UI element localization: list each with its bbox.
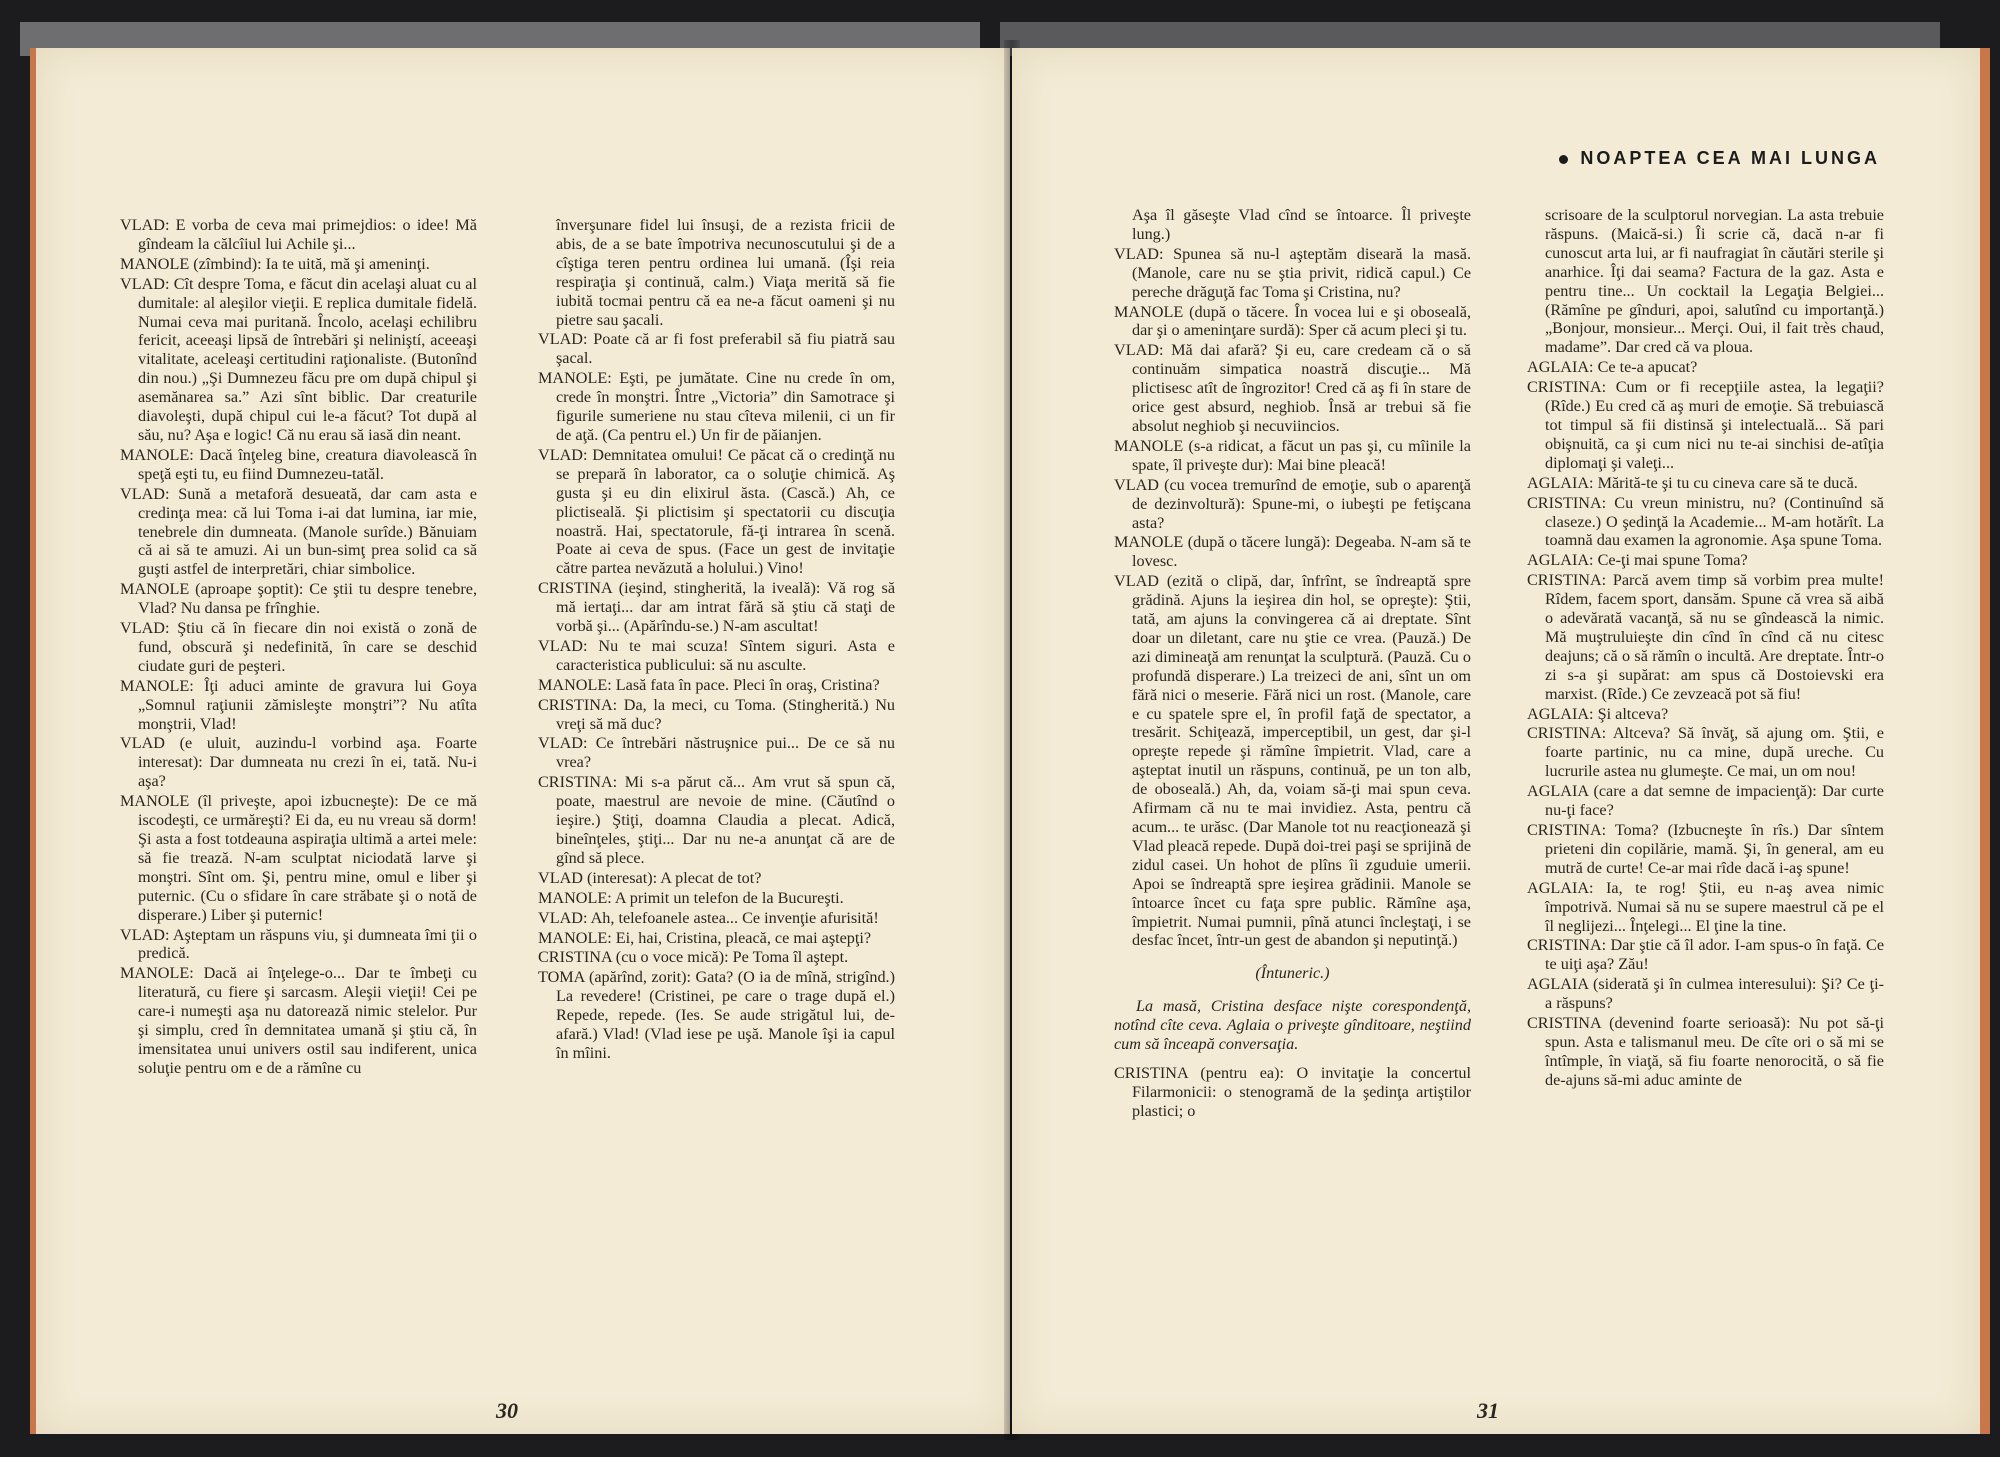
text-paragraph: MANOLE (s-a ridicat, a făcut un pas şi, cu mîinile la spate, îl priveşte dur): Mai bine pleacă! bbox=[1114, 436, 1471, 474]
text-paragraph: MANOLE (după o tăcere lungă): Degeaba. N-am să te lovesc. bbox=[1114, 533, 1471, 571]
text-paragraph: CRISTINA: Cu vreun ministru, nu? (Continuînd să claseze.) O şedinţă la Academie... M-am hotărît. La toamnă dau examen la agronomie. Aşa spune Toma. bbox=[1527, 493, 1884, 550]
text-paragraph: VLAD: Mă dai afară? Şi eu, care credeam că o să continuăm simpatica noastră discuţie... Mă plictisesc atît de îngrozitor! Cred că aş fi în stare de orice gest absurd, neghiob. Însă ar trebui să fie absolut neghiob şi necuviincios. bbox=[1114, 341, 1471, 435]
text-paragraph: VLAD: Nu te mai scuza! Sîntem siguri. Asta e caracteristica publicului: să nu asculte. bbox=[538, 636, 895, 674]
left-page bbox=[30, 48, 1010, 1434]
text-paragraph: Aşa îl găseşte Vlad cînd se întoarce. Îl priveşte lung.) bbox=[1132, 206, 1471, 243]
text-paragraph: VLAD: Ştiu că în fiecare din noi există o zonă de fund, obscură şi nedefinită, în care se deschid ciudate guri de peşteri. bbox=[120, 619, 477, 675]
text-paragraph: MANOLE (zîmbind): Ia te uită, mă şi ameninţi. bbox=[120, 254, 430, 273]
text-paragraph: VLAD: Sună a metaforă desueată, dar cam asta e credinţa mea: că lui Toma i-ai dat lumina, iar mie, tenebrele din dumneata. (Manole surîde.) Bănuiam că ai să te amuzi. Ai un bun-simţ prea solid ca să guşti astfel de interpretări, chiar simbolice. bbox=[120, 484, 477, 579]
text-paragraph: AGLAIA (siderată şi în culmea interesului): Şi? Ce ţi-a răspuns? bbox=[1527, 975, 1884, 1013]
text-paragraph: VLAD: Cît despre Toma, e făcut din acelaşi aluat cu al dumitale: al aleşilor vieţii. E replica dumitale fidelă. Numai ceva mai puritană. Încolo, acelaşi echilibru fericit, aceeaşi lipsă de întrebări şi neliniştí, aceeaşi vitalitate, aceleaşi certitudini raţionaliste. (Butonînd din nou.) „Şi Dumnezeu făcu pre om după chipul şi asemănarea sa.” Azi sînt biblic. Dar creaturile diavoleşti, după chipul cui le-a făcut? Tot după al său, nu? Aşa e logic! Că nu erau să iasă din neant. bbox=[120, 274, 477, 444]
text-paragraph: TOMA (apărînd, zorit): Gata? (O ia de mînă, strigînd.) La revedere! (Cristinei, pe care o trage după el.) Repede, repede. (Ies. Se aude strigătul lui, de-afară.) Vlad! (Vlad iese pe uşă. Manole îşi ia capul în mîini. bbox=[538, 968, 895, 1062]
text-paragraph: MANOLE: Dacă ai înţelege-o... Dar te îmbeţi cu literatură, cu fiere şi sarcasm. Aleşii vieţii! Cei pe care-i numeşti aşa nu datorează nimic stelelor. Pur şi simplu, cred în demnitatea umană şi ştiu că, în imensitatea unui univers ostil sau indiferent, unica soluţie pentru om e de a rămîne cu bbox=[120, 964, 477, 1077]
text-paragraph: CRISTINA: Toma? (Izbucneşte în rîs.) Dar sîntem prieteni din copilărie, mamă. Şi, în general, am eu mutră de curte! Ce-ar mai rîde dacă i-aş spune! bbox=[1527, 821, 1884, 877]
text-paragraph: CRISTINA: Altceva? Să învăţ, să ajung om. Ştii, e foarte partinic, nu ca mine, după ureche. Cu lucrurile astea nu glumeşte. Ce mai, un om nou! bbox=[1527, 724, 1884, 781]
text-paragraph: CRISTINA (ieşind, stingherită, la iveală): Vă rog să mă iertaţi... dar am intrat fără să ştiu că staţi de vorbă şi... (Apărîndu-se.) N-am ascultat! bbox=[538, 579, 895, 636]
text-paragraph: VLAD: Poate că ar fi fost preferabil să fiu piatră sau şacal. bbox=[538, 330, 895, 368]
right-page bbox=[1012, 48, 1990, 1434]
text-paragraph: VLAD (cu vocea tremurînd de emoţie, sub o aparenţă de dezinvoltură): Spune-mi, o iubeşti pe fetişcana asta? bbox=[1114, 475, 1471, 532]
bullet-icon bbox=[1559, 155, 1568, 164]
text-paragraph: VLAD: Ah, telefoanele astea... Ce invenţie afurisită! bbox=[538, 908, 879, 927]
text-paragraph: VLAD (e uluit, auzindu-l vorbind aşa. Foarte interesat): Dar dumneata nu crezi în ei, tată. Nu-i aşa? bbox=[120, 734, 477, 791]
text-paragraph: CRISTINA: Parcă avem timp să vorbim prea multe! Rîdem, facem sport, dansăm. Spune că vrea să aibă o adevărată vacanţă, să nu se gîndească la nimic. Mă muştruluieşte din cînd în cînd că nu citesc deajuns; că o să rămîn o incultă. Are dreptate. Într-o zi s-a şi supărat: am spus că Dostoievski era marxist. (Rîde.) Ce zevzeacă pot să fiu! bbox=[1527, 571, 1884, 703]
text-paragraph: (Întuneric.) bbox=[1255, 964, 1330, 983]
text-paragraph: MANOLE: Îţi aduci aminte de gravura lui Goya „Somnul raţiunii zămisleşte monştri”? Nu atîta monştrii, Vlad! bbox=[120, 676, 477, 733]
text-paragraph: CRISTINA: Da, la meci, cu Toma. (Stingherită.) Nu vreţi să mă duc? bbox=[538, 695, 895, 733]
text-paragraph: MANOLE: Lasă fata în pace. Pleci în oraş, Cristina? bbox=[538, 675, 880, 694]
text-paragraph: AGLAIA: Şi altceva? bbox=[1527, 704, 1669, 723]
text-paragraph: VLAD (ezită o clipă, dar, înfrînt, se îndreaptă spre grădină. Ajuns la ieşirea din hol, se opreşte): Ştii, tată, am ajuns la convingerea că ai dreptate. Sînt doar un diletant, care nu ştie ce vrea. (Pauză.) De azi dimineaţă am renunţat la sculptură. (Pauză. Cu o profundă disperare.) La treizeci de ani, sînt un om fără nici o meserie. Fără nici un rost. (Manole, care e cu spatele spre el, în profil faţă de spectator, a tresărit. Schiţează, imperceptibil, un gest, dar şi-l opreşte repede şi rămîne împietrit. Vlad, care a aşteptat inutil un răspuns, continuă, pe un ton alb, de oboseală.) Ah, da, voiam să-ţi mai spun ceva. Afirmam că nu te mai invidiez. Asta, pentru că acum... te urăsc. (Dar Manole tot nu reacţionează şi Vlad pleacă repede. După doi-trei paşi se sprijină de zidul casei. Un hohot de plîns îi zguduie umerii. Apoi se îndreaptă spre ieşirea grădinii. Manole se întoarce încet cu faţa spre public. Rămîne aşa, împietrit. Numai pumnii, pînă atunci încleştaţi, i se desfac încet, într-un gest de abandon şi neputinţă.) bbox=[1114, 572, 1471, 950]
text-paragraph: AGLAIA: Mărită-te şi tu cu cineva care să te ducă. bbox=[1527, 473, 1858, 492]
text-paragraph: VLAD: E vorba de ceva mai primejdios: o idee! Mă gîndeam la călcîiul lui Achile şi... bbox=[120, 216, 477, 253]
text-paragraph: VLAD: Demnitatea omului! Ce păcat că o credinţă nu se prepară în laborator, ca o soluţie chimică. Aş gusta şi eu din elixirul ăsta. (Cască.) Ah, ce plictiseală. Şi plictisim şi spectatorii cu discuţia noastră. Hai, spectatorule, fă-ţi intrarea în scenă. Poate ai ceva de spus. (Face un gest de invitaţie către partea nevăzută a holului.) Vino! bbox=[538, 445, 895, 578]
text-paragraph: CRISTINA (cu o voce mică): Pe Toma îl aştept. bbox=[538, 948, 849, 967]
text-paragraph: VLAD: Ce întrebări năstruşnice pui... De ce să nu vrea? bbox=[538, 734, 895, 772]
right-column-1 bbox=[1114, 206, 1471, 1122]
left-column-1 bbox=[120, 216, 477, 1079]
page-number-left: 30 bbox=[496, 1398, 518, 1423]
running-head-text: NOAPTEA CEA MAI LUNGA bbox=[1580, 148, 1880, 168]
left-column-2 bbox=[538, 216, 895, 1064]
text-paragraph: MANOLE (îl priveşte, apoi izbucneşte): De ce mă iscodeşti, ce urmăreşti? Ei da, eu nu vreau să dorm! Şi asta a fost totdeauna aspiraţia ultimă a artei mele: să fie trează. N-am sculptat niciodată larve şi monştri. Sînt om. Şi, pentru mine, omul e liber şi puternic. (Cu o sfidare în care străbate şi o notă de disperare.) Liber şi puternic! bbox=[120, 792, 477, 924]
text-paragraph: MANOLE: A primit un telefon de la Bucureşti. bbox=[538, 888, 844, 907]
text-paragraph: MANOLE: Dacă înţeleg bine, creatura diavolească în speţă eşti tu, eu fiind Dumnezeu-tatăl. bbox=[120, 445, 477, 483]
text-paragraph: VLAD: Spunea să nu-l aşteptăm diseară la masă. (Manole, care nu se ştia privit, ridică capul.) Ce pereche drăguţă fac Toma şi Cristina, nu? bbox=[1114, 244, 1471, 301]
text-paragraph: MANOLE (aproape şoptit): Ce ştii tu despre tenebre, Vlad? Nu dansa pe frînghie. bbox=[120, 580, 477, 618]
text-paragraph: MANOLE (după o tăcere. În vocea lui e şi oboseală, dar şi o ameninţare surdă): Sper că acum pleci şi tu. bbox=[1114, 302, 1471, 340]
text-paragraph: scrisoare de la sculptorul norvegian. La asta trebuie răspuns. (Maică-si.) Îi scrie că, dacă n-ar fi cunoscut arta lui, ar fi naufragiat în căutări sterile şi anarhice. Îţi dai seama? Factura de la gaz. Asta e pentru tine... Un cocktail la Legaţia Belgiei... (Rămîne pe gînduri, apoi, salutînd cu importanţă.) „Bonjour, monsieur... Merçi. Oui, il fait très chaud, madame”. Dar cred că va ploua. bbox=[1545, 206, 1884, 357]
text-paragraph: VLAD: Aşteptam un răspuns viu, şi dumneata îmi ţii o predică. bbox=[120, 925, 477, 963]
text-paragraph: AGLAIA (care a dat semne de impacienţă): Dar curte nu-ţi face? bbox=[1527, 782, 1884, 820]
text-paragraph: AGLAIA: Ia, te rog! Ştii, eu n-aş avea nimic împotrivă. Numai să nu se supere maestrul că pe el îl neglijezi... Înţelegi... El ţine la tine. bbox=[1527, 878, 1884, 935]
text-paragraph: înverşunare fidel lui însuşi, de a rezista fricii de abis, de a se bate împotriva necunoscutului şi de a cîştiga teren pentru ordinea lui umană. (Îşi reia respiraţia şi continuă, calm.) Viaţa merită să fie iubită tocmai pentru că ea ne-a făcut oameni şi nu pietre sau şacali. bbox=[556, 216, 895, 329]
text-paragraph: VLAD (interesat): A plecat de tot? bbox=[538, 868, 762, 887]
text-paragraph: AGLAIA: Ce-ţi mai spune Toma? bbox=[1527, 551, 1748, 570]
text-paragraph: AGLAIA: Ce te-a apucat? bbox=[1527, 358, 1698, 377]
text-paragraph: MANOLE: Ei, hai, Cristina, pleacă, ce mai aştepţi? bbox=[538, 928, 872, 947]
page-number-right: 31 bbox=[1477, 1398, 1499, 1423]
text-paragraph: CRISTINA: Dar ştie că îl ador. I-am spus-o în faţă. Ce te uiţi aşa? Zău! bbox=[1527, 936, 1884, 974]
running-head bbox=[1559, 148, 1880, 169]
right-column-2 bbox=[1527, 206, 1884, 1091]
text-paragraph: CRISTINA (pentru ea): O invitaţie la concertul Filarmonicii: o stenogramă de la şedinţa artiştilor plastici; o bbox=[1114, 1063, 1471, 1120]
text-paragraph: La masă, Cristina desface nişte corespondenţă, notînd cîte ceva. Aglaia o priveşte gînditoare, neştiind cum să înceapă conversaţia. bbox=[1114, 997, 1471, 1054]
text-paragraph: MANOLE: Eşti, pe jumătate. Cine nu crede în om, crede în monştri. Între „Victoria” din Samotrace şi figurile sumeriene nu stau cîteva milenii, ci un fir de aţă. (Ca pentru el.) Un fir de păianjen. bbox=[538, 369, 895, 444]
text-paragraph: CRISTINA (devenind foarte serioasă): Nu pot să-ţi spun. Asta e talismanul meu. De cîte ori o să mi se întîmple, în viaţă, să fiu foarte nenorocită, o să fie de-ajuns să-mi aduc aminte de bbox=[1527, 1014, 1884, 1089]
text-paragraph: CRISTINA: Cum or fi recepţiile astea, la legaţii? (Rîde.) Eu cred că aş muri de emoţie. Să trebuiască tot timpul să fii distinsă şi intelectuală... Să pari obişnuită, ca şi cum nici nu te-ai sinchisi de-atîţia diplomaţi şi valeţi... bbox=[1527, 378, 1884, 472]
text-paragraph: CRISTINA: Mi s-a părut că... Am vrut să spun că, poate, maestrul are nevoie de mine. (Căutînd o ieşire.) Ştiţi, doamna Claudia a plecat. Adică, bineînţeles, ştiţi... Dar nu ne-a anunţat că are de gînd să plece. bbox=[538, 773, 895, 867]
